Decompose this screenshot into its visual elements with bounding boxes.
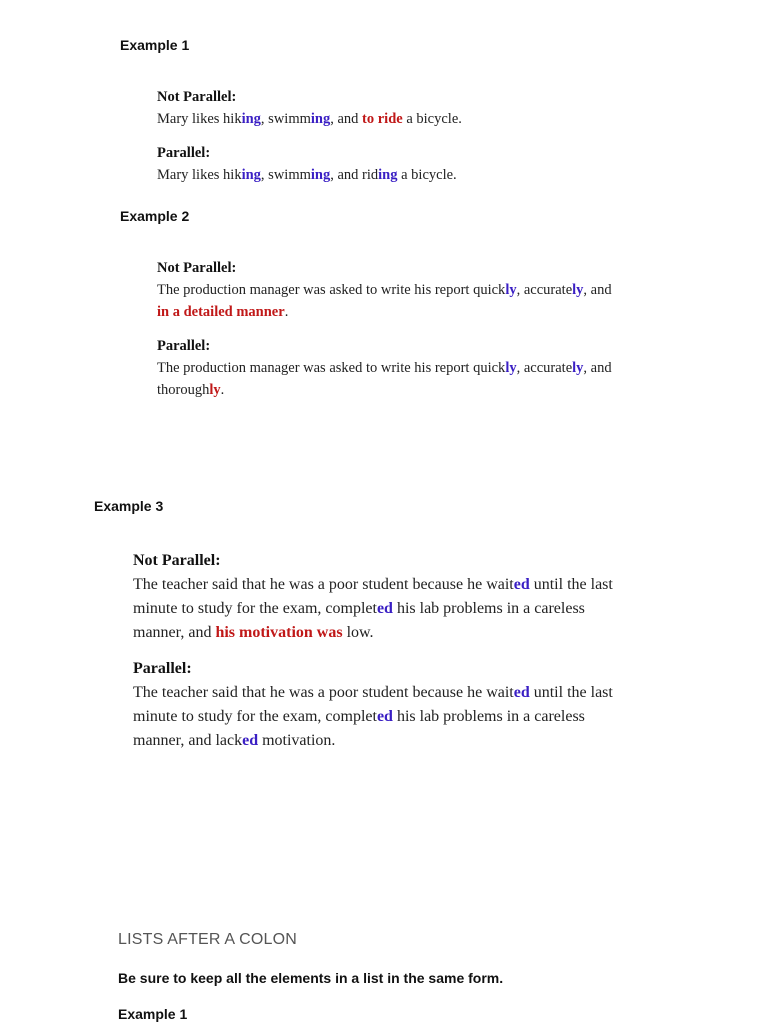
- example-2-heading: Example 2: [120, 208, 190, 224]
- not-parallel-sentence-line-2: in a detailed manner.: [157, 304, 289, 320]
- lists-example-1-heading: Example 1: [118, 1006, 188, 1022]
- parallel-label: Parallel:: [157, 338, 211, 354]
- section-title-lists-after-colon: LISTS AFTER A COLON: [118, 931, 297, 948]
- parallel-sentence: Mary likes hiking, swimming, and riding a bicycle.: [157, 167, 457, 183]
- not-parallel-sentence-line-1: The teacher said that he was a poor student because he waited until the last: [133, 576, 613, 593]
- example-2-body: [157, 257, 717, 401]
- parallel-label: Parallel:: [157, 145, 211, 161]
- example-1-body: [157, 86, 717, 186]
- example-3-body: [133, 549, 743, 753]
- example-1-heading: Example 1: [120, 37, 190, 53]
- parallel-sentence-line-2: minute to study for the exam, completed his lab problems in a careless: [133, 708, 585, 725]
- section-intro: Be sure to keep all the elements in a list in the same form.: [118, 970, 504, 986]
- not-parallel-sentence-line-1: The production manager was asked to write his report quickly, accurately, and: [157, 282, 612, 298]
- not-parallel-sentence-line-3: manner, and his motivation was low.: [133, 624, 374, 641]
- parallel-sentence-line-1: The teacher said that he was a poor student because he waited until the last: [133, 684, 613, 701]
- not-parallel-label: Not Parallel:: [157, 89, 237, 105]
- not-parallel-label: Not Parallel:: [157, 260, 237, 276]
- not-parallel-label: Not Parallel:: [133, 552, 221, 569]
- parallel-label: Parallel:: [133, 660, 192, 677]
- parallel-sentence-line-2: thoroughly.: [157, 382, 225, 398]
- not-parallel-sentence: Mary likes hiking, swimming, and to ride a bicycle.: [157, 111, 462, 127]
- parallel-sentence-line-1: The production manager was asked to write his report quickly, accurately, and: [157, 360, 612, 376]
- parallel-sentence-line-3: manner, and lacked motivation.: [133, 732, 336, 749]
- not-parallel-sentence-line-2: minute to study for the exam, completed his lab problems in a careless: [133, 600, 585, 617]
- example-3-heading: Example 3: [94, 498, 164, 514]
